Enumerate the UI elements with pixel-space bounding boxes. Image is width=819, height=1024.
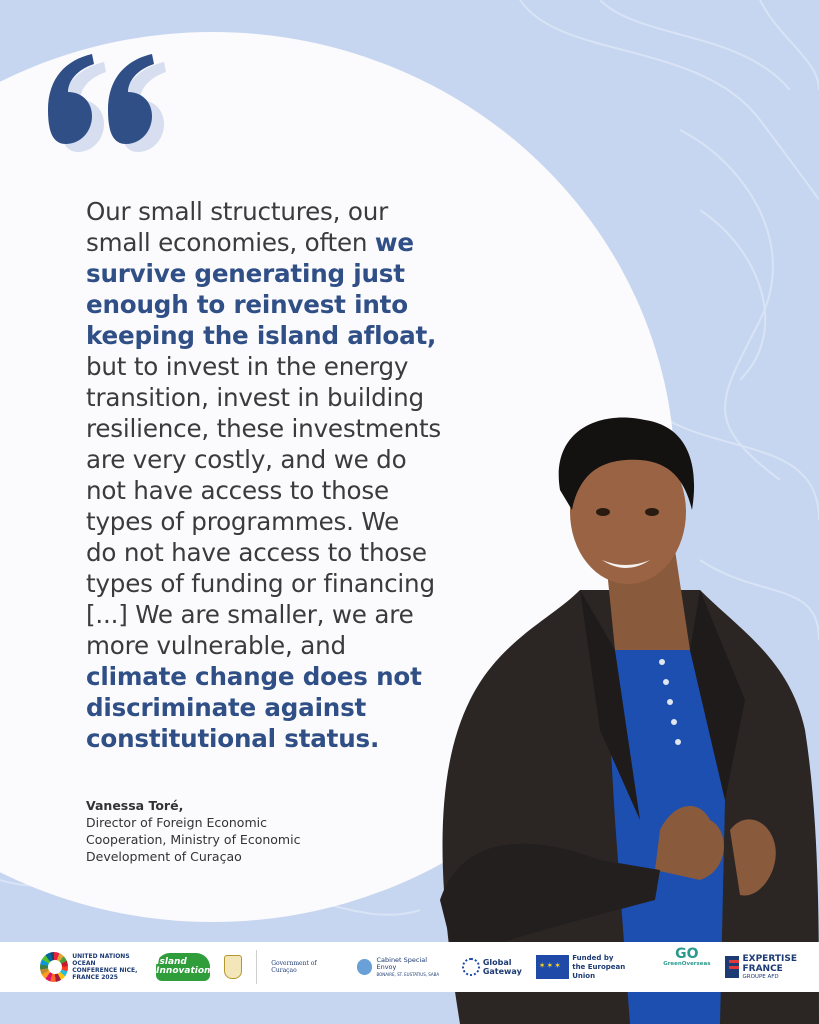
curacao-crest-logo xyxy=(224,947,242,987)
green-overseas-logo: GO GreenOverseas xyxy=(663,946,711,967)
attribution xyxy=(86,797,386,865)
quote-highlight: discriminate against xyxy=(86,693,367,722)
quote-highlight: enough to reinvest into xyxy=(86,290,408,319)
un-ocean-conference-logo: UNITED NATIONS OCEAN CONFERENCE NICE, FRANCE 2025 xyxy=(40,947,142,987)
quote-highlight: keeping the island afloat, xyxy=(86,321,437,350)
star-ring-icon xyxy=(462,958,480,976)
quote-segment: more vulnerable, and xyxy=(86,631,346,660)
quote-segment: [...] We are smaller, we are xyxy=(86,600,414,629)
envoy-emblem-icon xyxy=(357,959,373,975)
logo-divider xyxy=(256,950,257,984)
quote-segment: are very costly, and we do xyxy=(86,445,407,474)
quote-line xyxy=(86,258,476,289)
quote-segment: not have access to those xyxy=(86,476,389,505)
expertise-france-mark-icon xyxy=(725,956,739,978)
eu-funded-logo: ✶✶✶ Funded by the European Union xyxy=(536,947,649,987)
quote-segment: Our small structures, our xyxy=(86,197,389,226)
eu-flag-icon xyxy=(536,955,569,979)
crest-icon xyxy=(224,955,242,979)
sdg-wheel-icon xyxy=(40,952,68,982)
cabinet-special-envoy-logo: Cabinet Special Envoy BONAIRE, ST. EUSTATIUS, SABA xyxy=(357,947,448,987)
island-innovation-logo: Island Innovation xyxy=(156,947,210,987)
quote-line xyxy=(86,351,476,382)
speaker-role-line: Cooperation, Ministry of Economic xyxy=(86,832,301,847)
quote-line xyxy=(86,227,476,258)
speaker-photo xyxy=(400,400,819,1024)
quotation-mark-icon xyxy=(44,52,174,152)
quote-highlight: survive generating just xyxy=(86,259,405,288)
government-of-curacao-logo: Government of Curaçao xyxy=(271,960,317,974)
speaker-name: Vanessa Toré, xyxy=(86,798,184,813)
partner-logo-bar xyxy=(0,942,819,992)
quote-highlight: climate change does not xyxy=(86,662,422,691)
quote-segment: but to invest in the energy xyxy=(86,352,409,381)
quote-line xyxy=(86,320,476,351)
quote-highlight: we xyxy=(374,228,414,257)
quote-segment: resilience, these investments xyxy=(86,414,442,443)
quote-highlight: constitutional status. xyxy=(86,724,380,753)
global-gateway-logo: Global Gateway xyxy=(462,947,522,987)
quote-segment: small economies, often xyxy=(86,228,375,257)
speaker-role-line: Development of Curaçao xyxy=(86,849,242,864)
quote-line xyxy=(86,196,476,227)
quote-segment: types of funding or financing xyxy=(86,569,435,598)
quote-segment: types of programmes. We xyxy=(86,507,400,536)
expertise-france-logo: EXPERTISE FRANCE GROUPE AFD xyxy=(725,947,797,987)
quote-line xyxy=(86,289,476,320)
quote-segment: transition, invest in building xyxy=(86,383,424,412)
quote-segment: do not have access to those xyxy=(86,538,427,567)
speaker-role-line: Director of Foreign Economic xyxy=(86,815,267,830)
